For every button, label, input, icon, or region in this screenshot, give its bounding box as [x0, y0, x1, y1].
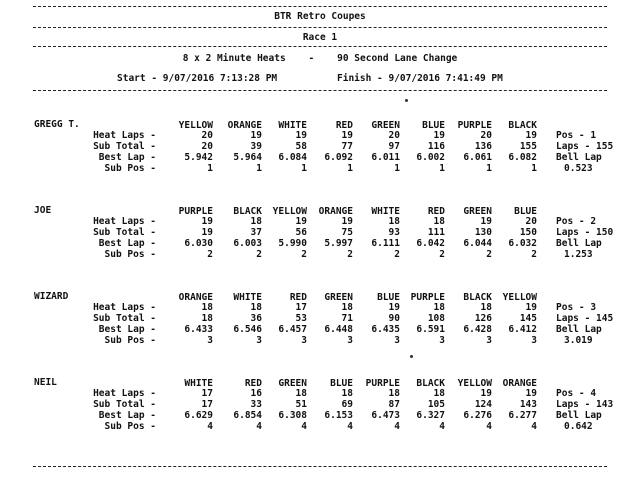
cell-heat-laps: 19: [341, 130, 353, 141]
cell-sub-pos: 2: [531, 249, 537, 260]
cell-sub-pos: 3: [347, 335, 353, 346]
cell-best-lap: 6.308: [278, 410, 307, 421]
lane-color-header: RED: [289, 292, 307, 303]
cell-heat-laps: 17: [295, 302, 307, 313]
cell-best-lap: 6.003: [233, 238, 262, 249]
cell-sub-total: 69: [341, 399, 353, 410]
cell-heat-laps: 20: [480, 130, 492, 141]
lane-color-header: BLUE: [422, 120, 445, 131]
cell-sub-pos: 3: [256, 335, 262, 346]
cell-sub-pos: 4: [207, 421, 213, 432]
cell-best-lap: 6.032: [508, 238, 537, 249]
cell-heat-laps: 16: [250, 388, 262, 399]
cell-best-lap: 6.854: [233, 410, 262, 421]
racer-name: JOE: [34, 205, 52, 216]
cell-best-lap: 5.997: [324, 238, 353, 249]
bell-lap-time: 0.523: [564, 163, 593, 174]
cell-heat-laps: 19: [388, 302, 400, 313]
cell-best-lap: 6.030: [184, 238, 213, 249]
bell-lap-time: 1.253: [564, 249, 593, 260]
cell-best-lap: 6.428: [463, 324, 492, 335]
cell-best-lap: 6.002: [416, 152, 445, 163]
cell-best-lap: 6.111: [371, 238, 400, 249]
lane-color-header: GREEN: [463, 206, 492, 217]
lane-color-header: RED: [427, 206, 445, 217]
rule-1: [33, 27, 607, 28]
cell-heat-laps: 18: [480, 302, 492, 313]
cell-sub-pos: 4: [256, 421, 262, 432]
cell-sub-total: 93: [388, 227, 400, 238]
lane-color-header: BLACK: [416, 378, 445, 389]
bell-lap-label: Bell Lap: [556, 238, 602, 249]
row-label-sub-total: Sub Total -: [93, 399, 156, 410]
scan-speck: [410, 355, 413, 358]
bell-lap-label: Bell Lap: [556, 152, 602, 163]
lane-color-header: PURPLE: [365, 378, 400, 389]
lane-color-header: YELLOW: [272, 206, 307, 217]
cell-heat-laps: 19: [433, 130, 445, 141]
cell-sub-pos: 3: [531, 335, 537, 346]
cell-sub-pos: 2: [347, 249, 353, 260]
bell-lap-time: 3.019: [564, 335, 593, 346]
cell-sub-total: 37: [250, 227, 262, 238]
cell-heat-laps: 19: [341, 216, 353, 227]
cell-heat-laps: 19: [295, 216, 307, 227]
cell-sub-total: 36: [250, 313, 262, 324]
cell-best-lap: 6.457: [278, 324, 307, 335]
cell-sub-total: 20: [201, 141, 213, 152]
finish-time: Finish - 9/07/2016 7:41:49 PM: [337, 73, 503, 84]
cell-sub-pos: 4: [486, 421, 492, 432]
row-label-sub-pos: Sub Pos -: [104, 163, 156, 174]
cell-best-lap: 6.435: [371, 324, 400, 335]
cell-heat-laps: 19: [201, 216, 213, 227]
cell-sub-pos: 1: [347, 163, 353, 174]
cell-sub-pos: 3: [394, 335, 400, 346]
cell-heat-laps: 20: [525, 216, 537, 227]
cell-sub-pos: 1: [486, 163, 492, 174]
row-label-heat-laps: Heat Laps -: [93, 216, 156, 227]
row-label-best-lap: Best Lap -: [98, 410, 156, 421]
row-label-sub-pos: Sub Pos -: [104, 249, 156, 260]
cell-sub-total: 87: [388, 399, 400, 410]
cell-sub-pos: 4: [347, 421, 353, 432]
cell-sub-total: 17: [201, 399, 213, 410]
cell-sub-pos: 1: [394, 163, 400, 174]
racer-name: GREGG T.: [34, 119, 80, 130]
cell-heat-laps: 18: [433, 302, 445, 313]
cell-heat-laps: 18: [388, 216, 400, 227]
cell-heat-laps: 18: [201, 302, 213, 313]
total-laps-label: Laps - 155: [556, 141, 614, 152]
row-label-heat-laps: Heat Laps -: [93, 388, 156, 399]
cell-heat-laps: 19: [480, 388, 492, 399]
cell-sub-total: 56: [295, 227, 307, 238]
cell-heat-laps: 18: [250, 302, 262, 313]
cell-sub-pos: 3: [301, 335, 307, 346]
cell-best-lap: 6.011: [371, 152, 400, 163]
start-time: Start - 9/07/2016 7:13:28 PM: [117, 73, 278, 84]
cell-best-lap: 5.964: [233, 152, 262, 163]
lane-color-header: ORANGE: [227, 120, 262, 131]
cell-sub-pos: 2: [207, 249, 213, 260]
cell-sub-pos: 4: [531, 421, 537, 432]
cell-best-lap: 6.327: [416, 410, 445, 421]
cell-sub-pos: 2: [256, 249, 262, 260]
cell-sub-pos: 4: [301, 421, 307, 432]
rule-3: [33, 90, 607, 91]
cell-heat-laps: 19: [525, 302, 537, 313]
cell-sub-pos: 1: [207, 163, 213, 174]
cell-sub-pos: 4: [394, 421, 400, 432]
row-label-heat-laps: Heat Laps -: [93, 302, 156, 313]
total-laps-label: Laps - 143: [556, 399, 614, 410]
rule-2: [33, 46, 607, 47]
cell-sub-total: 111: [427, 227, 445, 238]
lane-color-header: BLACK: [508, 120, 537, 131]
cell-sub-total: 97: [388, 141, 400, 152]
cell-sub-total: 19: [201, 227, 213, 238]
cell-best-lap: 6.276: [463, 410, 492, 421]
position-label: Pos - 2: [556, 216, 597, 227]
cell-sub-pos: 2: [394, 249, 400, 260]
lane-color-header: BLUE: [514, 206, 537, 217]
cell-sub-total: 75: [341, 227, 353, 238]
cell-best-lap: 6.591: [416, 324, 445, 335]
cell-best-lap: 6.433: [184, 324, 213, 335]
cell-heat-laps: 18: [433, 388, 445, 399]
cell-heat-laps: 19: [525, 130, 537, 141]
lane-color-header: WHITE: [278, 120, 307, 131]
lane-color-header: GREEN: [278, 378, 307, 389]
cell-sub-total: 105: [427, 399, 445, 410]
cell-sub-pos: 2: [439, 249, 445, 260]
cell-best-lap: 6.044: [463, 238, 492, 249]
lane-color-header: YELLOW: [457, 378, 492, 389]
row-label-best-lap: Best Lap -: [98, 324, 156, 335]
lane-color-header: ORANGE: [178, 292, 213, 303]
lane-color-header: YELLOW: [502, 292, 537, 303]
cell-sub-total: 126: [474, 313, 492, 324]
cell-best-lap: 6.473: [371, 410, 400, 421]
cell-best-lap: 5.942: [184, 152, 213, 163]
position-label: Pos - 1: [556, 130, 597, 141]
lane-color-header: PURPLE: [178, 206, 213, 217]
cell-sub-total: 39: [250, 141, 262, 152]
cell-best-lap: 6.084: [278, 152, 307, 163]
cell-heat-laps: 19: [250, 130, 262, 141]
lane-color-header: PURPLE: [457, 120, 492, 131]
cell-best-lap: 6.277: [508, 410, 537, 421]
cell-best-lap: 6.448: [324, 324, 353, 335]
bell-lap-time: 0.642: [564, 421, 593, 432]
cell-sub-pos: 3: [439, 335, 445, 346]
cell-heat-laps: 19: [295, 130, 307, 141]
racer-name: WIZARD: [34, 291, 69, 302]
lane-color-header: WHITE: [184, 378, 213, 389]
cell-sub-pos: 3: [207, 335, 213, 346]
cell-best-lap: 6.061: [463, 152, 492, 163]
row-label-sub-total: Sub Total -: [93, 227, 156, 238]
cell-sub-total: 53: [295, 313, 307, 324]
cell-heat-laps: 18: [250, 216, 262, 227]
bell-lap-label: Bell Lap: [556, 410, 602, 421]
lane-color-header: PURPLE: [410, 292, 445, 303]
cell-sub-pos: 1: [301, 163, 307, 174]
cell-heat-laps: 19: [525, 388, 537, 399]
cell-sub-total: 58: [295, 141, 307, 152]
cell-sub-total: 124: [474, 399, 492, 410]
row-label-sub-total: Sub Total -: [93, 313, 156, 324]
cell-sub-total: 71: [341, 313, 353, 324]
cell-sub-pos: 2: [486, 249, 492, 260]
cell-sub-total: 150: [519, 227, 537, 238]
cell-sub-pos: 4: [439, 421, 445, 432]
cell-sub-pos: 1: [531, 163, 537, 174]
row-label-best-lap: Best Lap -: [98, 152, 156, 163]
lane-color-header: RED: [335, 120, 353, 131]
cell-sub-total: 51: [295, 399, 307, 410]
racer-name: NEIL: [34, 377, 57, 388]
cell-heat-laps: 18: [341, 388, 353, 399]
cell-heat-laps: 18: [388, 388, 400, 399]
cell-best-lap: 6.412: [508, 324, 537, 335]
lane-color-header: YELLOW: [178, 120, 213, 131]
lane-color-header: WHITE: [233, 292, 262, 303]
total-laps-label: Laps - 150: [556, 227, 614, 238]
position-label: Pos - 3: [556, 302, 597, 313]
cell-best-lap: 6.629: [184, 410, 213, 421]
lane-color-header: RED: [244, 378, 262, 389]
lane-color-header: GREEN: [371, 120, 400, 131]
cell-sub-total: 90: [388, 313, 400, 324]
report-title: BTR Retro Coupes: [274, 11, 366, 22]
cell-sub-total: 155: [519, 141, 537, 152]
cell-heat-laps: 20: [388, 130, 400, 141]
rule-bottom: [33, 466, 607, 467]
race-title: Race 1: [302, 32, 338, 43]
cell-best-lap: 6.153: [324, 410, 353, 421]
cell-sub-total: 116: [427, 141, 445, 152]
row-label-sub-pos: Sub Pos -: [104, 335, 156, 346]
row-label-heat-laps: Heat Laps -: [93, 130, 156, 141]
lane-color-header: ORANGE: [502, 378, 537, 389]
cell-sub-total: 18: [201, 313, 213, 324]
lane-color-header: ORANGE: [318, 206, 353, 217]
cell-heat-laps: 20: [201, 130, 213, 141]
cell-best-lap: 6.546: [233, 324, 262, 335]
lane-color-header: BLACK: [463, 292, 492, 303]
position-label: Pos - 4: [556, 388, 597, 399]
cell-sub-pos: 2: [301, 249, 307, 260]
cell-heat-laps: 18: [295, 388, 307, 399]
cell-best-lap: 6.042: [416, 238, 445, 249]
scan-speck: [405, 99, 408, 102]
cell-sub-total: 136: [474, 141, 492, 152]
cell-best-lap: 6.092: [324, 152, 353, 163]
row-label-best-lap: Best Lap -: [98, 238, 156, 249]
cell-best-lap: 6.082: [508, 152, 537, 163]
rule-top: [33, 6, 607, 7]
cell-sub-total: 145: [519, 313, 537, 324]
race-format: 8 x 2 Minute Heats - 90 Second Lane Change: [182, 53, 458, 64]
lane-color-header: BLUE: [330, 378, 353, 389]
cell-sub-pos: 3: [486, 335, 492, 346]
cell-sub-total: 143: [519, 399, 537, 410]
lane-color-header: WHITE: [371, 206, 400, 217]
lane-color-header: BLACK: [233, 206, 262, 217]
row-label-sub-total: Sub Total -: [93, 141, 156, 152]
cell-sub-pos: 1: [256, 163, 262, 174]
row-label-sub-pos: Sub Pos -: [104, 421, 156, 432]
cell-heat-laps: 18: [433, 216, 445, 227]
cell-heat-laps: 19: [480, 216, 492, 227]
cell-heat-laps: 18: [341, 302, 353, 313]
cell-sub-total: 77: [341, 141, 353, 152]
cell-best-lap: 5.990: [278, 238, 307, 249]
bell-lap-label: Bell Lap: [556, 324, 602, 335]
cell-sub-pos: 1: [439, 163, 445, 174]
cell-sub-total: 33: [250, 399, 262, 410]
cell-heat-laps: 17: [201, 388, 213, 399]
total-laps-label: Laps - 145: [556, 313, 614, 324]
cell-sub-total: 130: [474, 227, 492, 238]
lane-color-header: GREEN: [324, 292, 353, 303]
cell-sub-total: 108: [427, 313, 445, 324]
lane-color-header: BLUE: [377, 292, 400, 303]
